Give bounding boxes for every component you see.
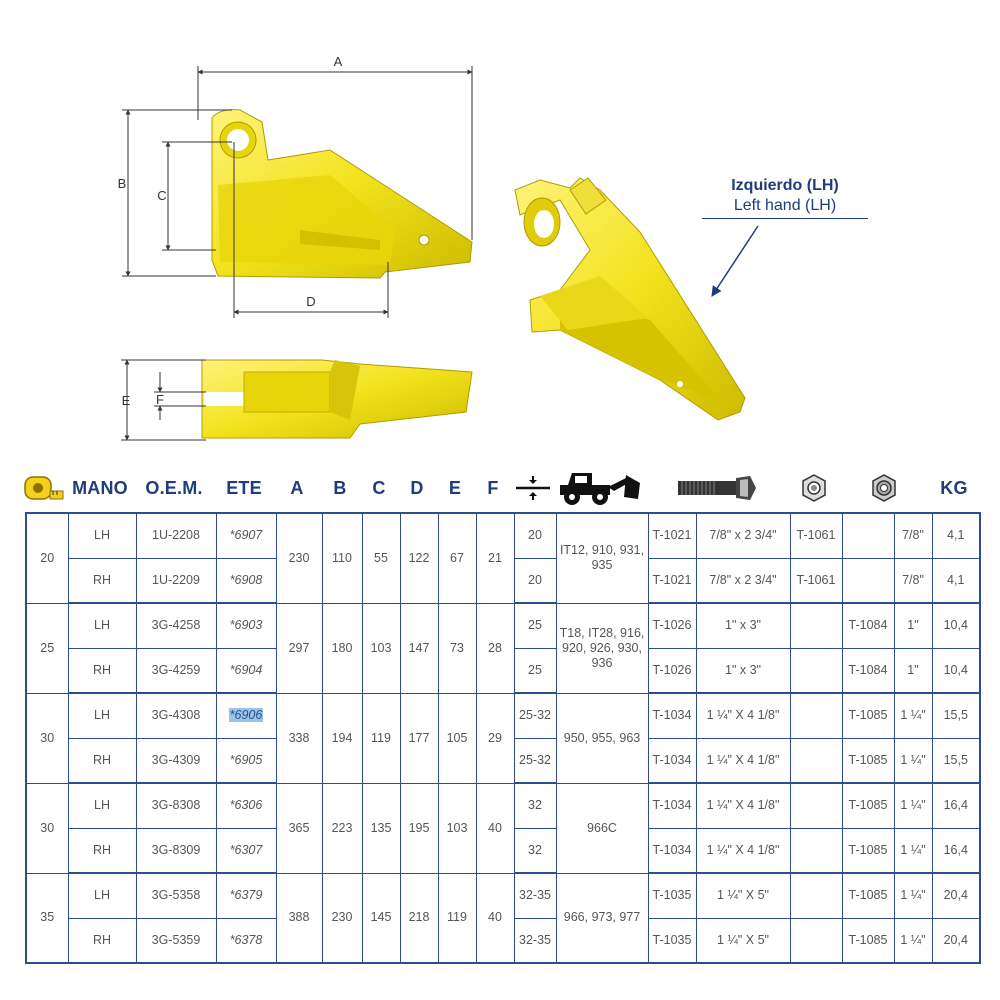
kg-cell: 4,1 — [932, 558, 980, 603]
header-oem: O.E.M. — [145, 477, 203, 498]
nut-code-cell — [790, 693, 842, 738]
bolt-size-cell: 1 ¼" X 4 1/8" — [696, 693, 790, 738]
bolt-size-cell: 1" x 3" — [696, 603, 790, 648]
nut-size-cell: 1 ¼" — [894, 918, 932, 963]
lock-nut-code-cell: T-1085 — [842, 693, 894, 738]
ete-cell: *6904 — [216, 648, 276, 693]
spec-table — [25, 512, 981, 964]
bolt-size-cell: 1 ¼" X 5" — [696, 873, 790, 918]
ete-cell: *6908 — [216, 558, 276, 603]
oem-cell: 1U-2208 — [136, 513, 216, 558]
thickness-icon — [512, 464, 554, 512]
table-row — [26, 603, 980, 648]
dim-f-cell: 28 — [476, 603, 514, 693]
dim-d-cell: 122 — [400, 513, 438, 603]
header-f: F — [487, 477, 499, 498]
oem-cell: 3G-8308 — [136, 783, 216, 828]
dim-d-cell: 177 — [400, 693, 438, 783]
bolt-size-cell: 1" x 3" — [696, 648, 790, 693]
header-d: D — [410, 477, 424, 498]
kg-cell: 15,5 — [932, 693, 980, 738]
dim-b-cell: 180 — [322, 603, 362, 693]
kg-cell: 20,4 — [932, 873, 980, 918]
bolt-code-cell: T-1034 — [648, 783, 696, 828]
lock-nut-code-cell: T-1085 — [842, 828, 894, 873]
oem-cell: 3G-5358 — [136, 873, 216, 918]
dim-e-cell: 67 — [438, 513, 476, 603]
mano-cell: LH — [68, 873, 136, 918]
kg-cell: 4,1 — [932, 513, 980, 558]
lock-nut-code-cell — [842, 558, 894, 603]
table-header — [20, 464, 982, 512]
callout-arrow — [712, 226, 758, 296]
size-cell: 20 — [26, 513, 68, 603]
table-row — [26, 873, 980, 918]
mano-cell: LH — [68, 693, 136, 738]
mano-cell: LH — [68, 603, 136, 648]
nut-size-cell: 1" — [894, 603, 932, 648]
ete-cell: *6306 — [216, 783, 276, 828]
oem-cell: 3G-5359 — [136, 918, 216, 963]
oem-cell: 3G-4258 — [136, 603, 216, 648]
lock-nut-code-cell: T-1085 — [842, 873, 894, 918]
nut-icon — [788, 464, 840, 512]
adapter-top-view — [202, 360, 472, 438]
mano-cell: RH — [68, 918, 136, 963]
lock-nut-code-cell: T-1084 — [842, 603, 894, 648]
dim-a-cell: 297 — [276, 603, 322, 693]
dim-e-cell: 103 — [438, 783, 476, 873]
mano-cell: RH — [68, 738, 136, 783]
nut-size-cell: 1 ¼" — [894, 873, 932, 918]
size-cell: 30 — [26, 693, 68, 783]
oem-cell: 3G-4309 — [136, 738, 216, 783]
thickness-cell: 20 — [514, 558, 556, 603]
callout-underline — [702, 218, 868, 219]
bolt-size-cell: 7/8" x 2 3/4" — [696, 513, 790, 558]
bolt-size-cell: 1 ¼" X 4 1/8" — [696, 738, 790, 783]
lock-nut-code-cell: T-1085 — [842, 783, 894, 828]
nut-code-cell — [790, 648, 842, 693]
thickness-cell: 25 — [514, 648, 556, 693]
thickness-cell: 32-35 — [514, 873, 556, 918]
bolt-icon — [646, 464, 788, 512]
kg-cell: 10,4 — [932, 648, 980, 693]
mano-cell: RH — [68, 558, 136, 603]
dim-b-cell: 223 — [322, 783, 362, 873]
table-row — [26, 693, 980, 738]
bolt-code-cell: T-1026 — [648, 603, 696, 648]
table-row — [26, 513, 980, 558]
dim-a-cell: 388 — [276, 873, 322, 963]
lock-nut-code-cell: T-1085 — [842, 738, 894, 783]
thickness-cell: 20 — [514, 513, 556, 558]
dim-a-cell: 230 — [276, 513, 322, 603]
machines-cell: 966, 973, 977 — [556, 873, 648, 963]
oem-cell: 3G-4259 — [136, 648, 216, 693]
kg-cell: 20,4 — [932, 918, 980, 963]
dim-f-cell: 40 — [476, 783, 514, 873]
size-cell: 25 — [26, 603, 68, 693]
bolt-code-cell: T-1026 — [648, 648, 696, 693]
table-row — [26, 783, 980, 828]
dim-label-c: C — [157, 188, 167, 203]
dim-b-cell: 110 — [322, 513, 362, 603]
nut-code-cell: T-1061 — [790, 558, 842, 603]
ete-cell: *6905 — [216, 738, 276, 783]
dim-d-cell: 218 — [400, 873, 438, 963]
lock-nut-code-cell: T-1084 — [842, 648, 894, 693]
callout-title-es: Izquierdo (LH) — [731, 177, 839, 194]
nut-size-cell: 1" — [894, 648, 932, 693]
dim-label-d: D — [306, 294, 316, 309]
kg-cell: 15,5 — [932, 738, 980, 783]
dim-e-cell: 73 — [438, 603, 476, 693]
oem-cell: 3G-4308 — [136, 693, 216, 738]
mano-cell: RH — [68, 648, 136, 693]
bolt-code-cell: T-1034 — [648, 738, 696, 783]
bolt-code-cell: T-1034 — [648, 693, 696, 738]
bolt-code-cell: T-1035 — [648, 918, 696, 963]
header-b: B — [333, 477, 347, 498]
ete-cell: *6903 — [216, 603, 276, 648]
size-cell: 30 — [26, 783, 68, 873]
ete-cell: *6307 — [216, 828, 276, 873]
size-cell: 35 — [26, 873, 68, 963]
header-kg: KG — [940, 477, 968, 498]
dim-f-cell: 40 — [476, 873, 514, 963]
thickness-cell: 25 — [514, 603, 556, 648]
bolt-code-cell: T-1035 — [648, 873, 696, 918]
bolt-code-cell: T-1034 — [648, 828, 696, 873]
dim-label-b: B — [117, 176, 127, 191]
header-c: C — [372, 477, 386, 498]
bolt-size-cell: 1 ¼" X 5" — [696, 918, 790, 963]
dim-label-a: A — [333, 54, 343, 69]
kg-cell: 16,4 — [932, 828, 980, 873]
tape-measure-icon — [20, 464, 66, 512]
machines-cell: 950, 955, 963 — [556, 693, 648, 783]
nut-size-cell: 1 ¼" — [894, 783, 932, 828]
thickness-cell: 25-32 — [514, 738, 556, 783]
technical-drawing — [0, 0, 1000, 470]
thickness-cell: 32 — [514, 828, 556, 873]
thickness-cell: 32 — [514, 783, 556, 828]
dim-c-cell: 145 — [362, 873, 400, 963]
mano-cell: RH — [68, 828, 136, 873]
thickness-cell: 32-35 — [514, 918, 556, 963]
header-a: A — [290, 477, 304, 498]
selected-ete-text: *6906 — [229, 708, 263, 723]
dim-b-cell: 230 — [322, 873, 362, 963]
machines-cell: T18, IT28, 916, 920, 926, 930, 936 — [556, 603, 648, 693]
bolt-code-cell: T-1021 — [648, 558, 696, 603]
bolt-size-cell: 1 ¼" X 4 1/8" — [696, 828, 790, 873]
bolt-code-cell: T-1021 — [648, 513, 696, 558]
lh-callout — [700, 176, 870, 219]
lock-nut-icon — [840, 464, 928, 512]
nut-size-cell: 1 ¼" — [894, 738, 932, 783]
dim-a-cell: 365 — [276, 783, 322, 873]
dim-f-cell: 29 — [476, 693, 514, 783]
nut-code-cell — [790, 738, 842, 783]
nut-code-cell — [790, 603, 842, 648]
nut-size-cell: 1 ¼" — [894, 828, 932, 873]
loader-icon — [554, 464, 646, 512]
dim-b-cell: 194 — [322, 693, 362, 783]
lock-nut-code-cell — [842, 513, 894, 558]
ete-cell: *6379 — [216, 873, 276, 918]
lock-nut-code-cell: T-1085 — [842, 918, 894, 963]
ete-cell — [216, 693, 276, 738]
ete-cell: *6907 — [216, 513, 276, 558]
mano-cell: LH — [68, 783, 136, 828]
dim-c-cell: 119 — [362, 693, 400, 783]
kg-cell: 16,4 — [932, 783, 980, 828]
dim-e-cell: 105 — [438, 693, 476, 783]
nut-size-cell: 7/8" — [894, 513, 932, 558]
dim-f-cell: 21 — [476, 513, 514, 603]
nut-code-cell — [790, 828, 842, 873]
header-e: E — [448, 477, 462, 498]
nut-code-cell: T-1061 — [790, 513, 842, 558]
nut-code-cell — [790, 783, 842, 828]
dim-a-cell: 338 — [276, 693, 322, 783]
dim-c-cell: 135 — [362, 783, 400, 873]
dim-d-cell: 195 — [400, 783, 438, 873]
oem-cell: 1U-2209 — [136, 558, 216, 603]
nut-code-cell — [790, 918, 842, 963]
bolt-size-cell: 7/8" x 2 3/4" — [696, 558, 790, 603]
ete-cell: *6378 — [216, 918, 276, 963]
bolt-size-cell: 1 ¼" X 4 1/8" — [696, 783, 790, 828]
dim-label-f: F — [156, 392, 164, 407]
oem-cell: 3G-8309 — [136, 828, 216, 873]
nut-size-cell: 1 ¼" — [894, 693, 932, 738]
header-mano: MANO — [72, 477, 128, 498]
header-ete: ETE — [226, 477, 262, 498]
dim-d-cell: 147 — [400, 603, 438, 693]
dim-c-cell: 55 — [362, 513, 400, 603]
machines-cell: 966C — [556, 783, 648, 873]
machines-cell: IT12, 910, 931, 935 — [556, 513, 648, 603]
kg-cell: 10,4 — [932, 603, 980, 648]
nut-size-cell: 7/8" — [894, 558, 932, 603]
thickness-cell: 25-32 — [514, 693, 556, 738]
dim-c-cell: 103 — [362, 603, 400, 693]
dim-e-cell: 119 — [438, 873, 476, 963]
dim-label-e: E — [121, 393, 131, 408]
adapter-side-view — [212, 110, 472, 278]
nut-code-cell — [790, 873, 842, 918]
mano-cell: LH — [68, 513, 136, 558]
callout-title-en: Left hand (LH) — [733, 197, 837, 214]
